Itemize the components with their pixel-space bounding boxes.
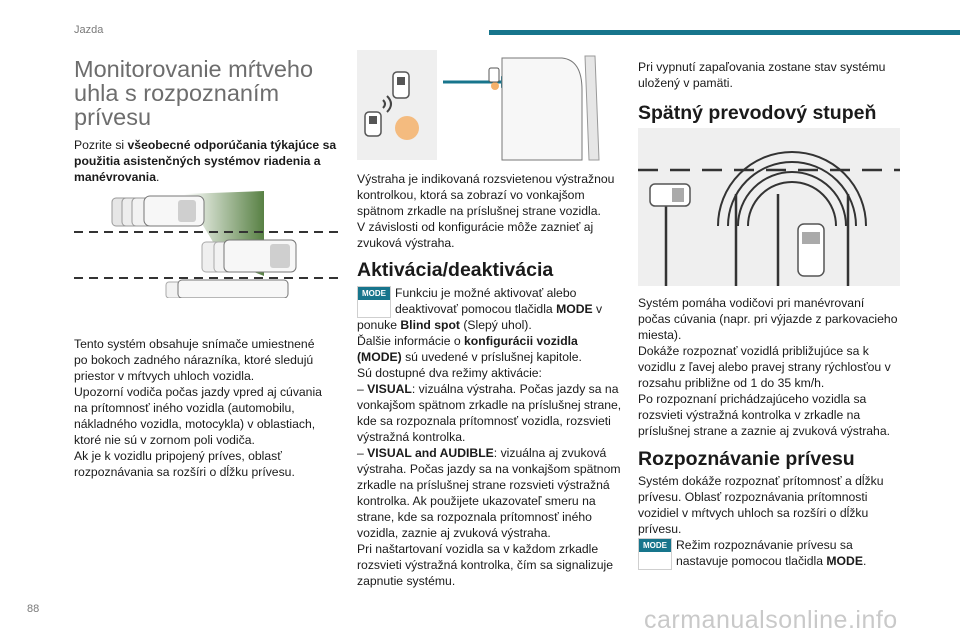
body-line-4: Upozorní vodiča počas jazdy vpred aj cúvania [74, 385, 322, 399]
body-line-6: nákladného vozidla, motocykla) v oblastiach, [74, 417, 316, 431]
reverse-line-7: Po rozpoznaní prichádzajúceho vozidla sa [638, 392, 867, 406]
activation-line-15: strane, kde sa rozpoznala prítomnosť iného [357, 510, 592, 524]
approaching-car-icon [650, 184, 690, 206]
activation-line-1: Funkciu je možné aktivovať alebo [395, 286, 577, 300]
heading-trailer-detection: Rozpoznávanie prívesu [638, 448, 855, 470]
warning-light-icon [395, 116, 419, 140]
reverse-line-1: Systém pomáha vodičovi pri manévrovaní [638, 296, 865, 310]
reverse-line-5: vozidlu z ľavej alebo pravej strany rýchlosťou v [638, 360, 891, 374]
activation-line-16: vozidla, zaznie aj zvuková výstraha. [357, 526, 551, 540]
activation-line-12: výstraha. Počas jazdy sa na vonkajšom spätnom [357, 462, 621, 476]
activation-line-18: rozsvieti výstražná kontrolka, čím sa signalizuje [357, 558, 614, 572]
caption-line-4: V závislosti od konfigurácie môže zaznieť aj [357, 220, 594, 234]
activation-line-2: deaktivovať pomocou tlačidla MODE v [395, 302, 603, 316]
intro-line-3: manévrovania. [74, 170, 160, 184]
body-line-5: na prítomnosť iného vozidla (automobilu, [74, 401, 295, 415]
heading-activation: Aktivácia/deaktivácia [357, 259, 554, 281]
reversing-car-icon [798, 224, 824, 276]
trailer-line-4: prívesu. [638, 522, 682, 536]
reverse-line-4: Dokáže rozpoznať vozidlá približujúce sa k [638, 344, 869, 358]
section-label: Jazda [74, 24, 104, 36]
page-title-line-2: uhla s rozpoznaním [74, 80, 280, 106]
activation-line-17: Pri naštartovaní vozidla sa v každom zrkadle [357, 542, 599, 556]
truck-top-icon [202, 240, 296, 272]
activation-line-14: kontrolka. Ak použijete ukazovateľ smeru na [357, 494, 596, 508]
trailer-mode-line-2: nastavuje pomocou tlačidla MODE. [676, 554, 867, 568]
activation-line-11: – VISUAL and AUDIBLE: vizuálna aj zvuková [357, 446, 607, 460]
header-accent-bar [489, 30, 960, 35]
reverse-line-8: rozsvieti výstražná kontrolka v zrkadle na [638, 408, 861, 422]
body-line-2: po bokoch zadného nárazníka, ktoré sledujú [74, 353, 314, 367]
activation-line-9: kde sa rozpoznala prítomnosť vozidla, rozsvieti [357, 414, 611, 428]
car-top-icon [112, 196, 204, 226]
activation-line-19: zapnutie systému. [357, 574, 456, 588]
mirror-warning-illustration [357, 50, 607, 162]
reverse-line-2: počas cúvania (napr. pri výjazde z parkovacieho [638, 312, 898, 326]
body-line-7: ktoré nie sú v zornom poli vodiča. [74, 433, 255, 447]
activation-line-13: zrkadle na príslušnej strane rozsvieti výstražná [357, 478, 610, 492]
side-mirror-icon [489, 56, 599, 160]
activation-line-5: (MODE) sú uvedené v príslušnej kapitole. [357, 350, 582, 364]
page-title-line-3: prívesu [74, 104, 152, 130]
trailer-line-2: prívesu. Oblasť rozpoznávania prítomnosti [638, 490, 868, 504]
activation-line-4: Ďalšie informácie o konfigurácii vozidla [357, 334, 578, 348]
activation-line-10: výstražná kontrolka. [357, 430, 466, 444]
activation-line-6: Sú dostupné dva režimy aktivácie: [357, 366, 542, 380]
memory-line-1: Pri vypnutí zapaľovania zostane stav systému [638, 60, 886, 74]
heading-reverse-gear: Spätný prevodový stupeň [638, 102, 877, 124]
body-line-3: priestor v mŕtvych uhloch vozidla. [74, 369, 255, 383]
watermark: carmanualsonline.info [644, 606, 898, 634]
caption-line-5: zvuková výstraha. [357, 236, 455, 250]
reverse-line-9: príslušnej strane a zaznie aj zvuková výstraha. [638, 424, 890, 438]
intro-line-1: Pozrite si všeobecné odporúčania týkajúce sa [74, 138, 337, 152]
reverse-line-3: miesta). [638, 328, 682, 342]
page-title-line-1: Monitorovanie mŕtveho [74, 56, 314, 82]
caption-line-1: Výstraha je indikovaná rozsvietenou výstražnou [357, 172, 615, 186]
activation-line-8: vonkajšom spätnom zrkadle na príslušnej strane, [357, 398, 622, 412]
trailer-mode-line-1: Režim rozpoznávanie prívesu sa [676, 538, 853, 552]
ego-vehicle-icon [166, 280, 288, 298]
trailer-line-1: Systém dokáže rozpoznať prítomnosť a dĺžku [638, 474, 884, 488]
reverse-parking-illustration [638, 128, 900, 286]
body-line-8: Ak je k vozidlu pripojený príves, oblasť [74, 449, 282, 463]
activation-line-3: ponuke Blind spot (Slepý uhol). [357, 318, 532, 332]
blind-spot-illustration [74, 186, 338, 298]
page-number: 88 [27, 603, 40, 615]
mode-button-icon: MODE [357, 286, 391, 318]
memory-line-2: uložený v pamäti. [638, 76, 733, 90]
body-line-1: Tento systém obsahuje snímače umiestnené [74, 337, 315, 351]
reverse-line-6: rozsahu približne od 1 do 35 km/h. [638, 376, 825, 390]
intro-line-2: použitia asistenčných systémov riadenia a [74, 154, 321, 168]
body-line-9: rozpoznávania sa rozšíri o dĺžku prívesu. [74, 465, 295, 479]
caption-line-3: spätnom zrkadle na príslušnej strane vozidla. [357, 204, 601, 218]
activation-line-7: – VISUAL: vizuálna výstraha. Počas jazdy sa na [357, 382, 619, 396]
mode-button-icon-2: MODE [638, 538, 672, 570]
caption-line-2: kontrolkou, ktorá sa zobrazí vo vonkajšom [357, 188, 585, 202]
trailer-line-3: vozidiel v mŕtvych uhloch sa rozšíri o dĺžku [638, 506, 869, 520]
